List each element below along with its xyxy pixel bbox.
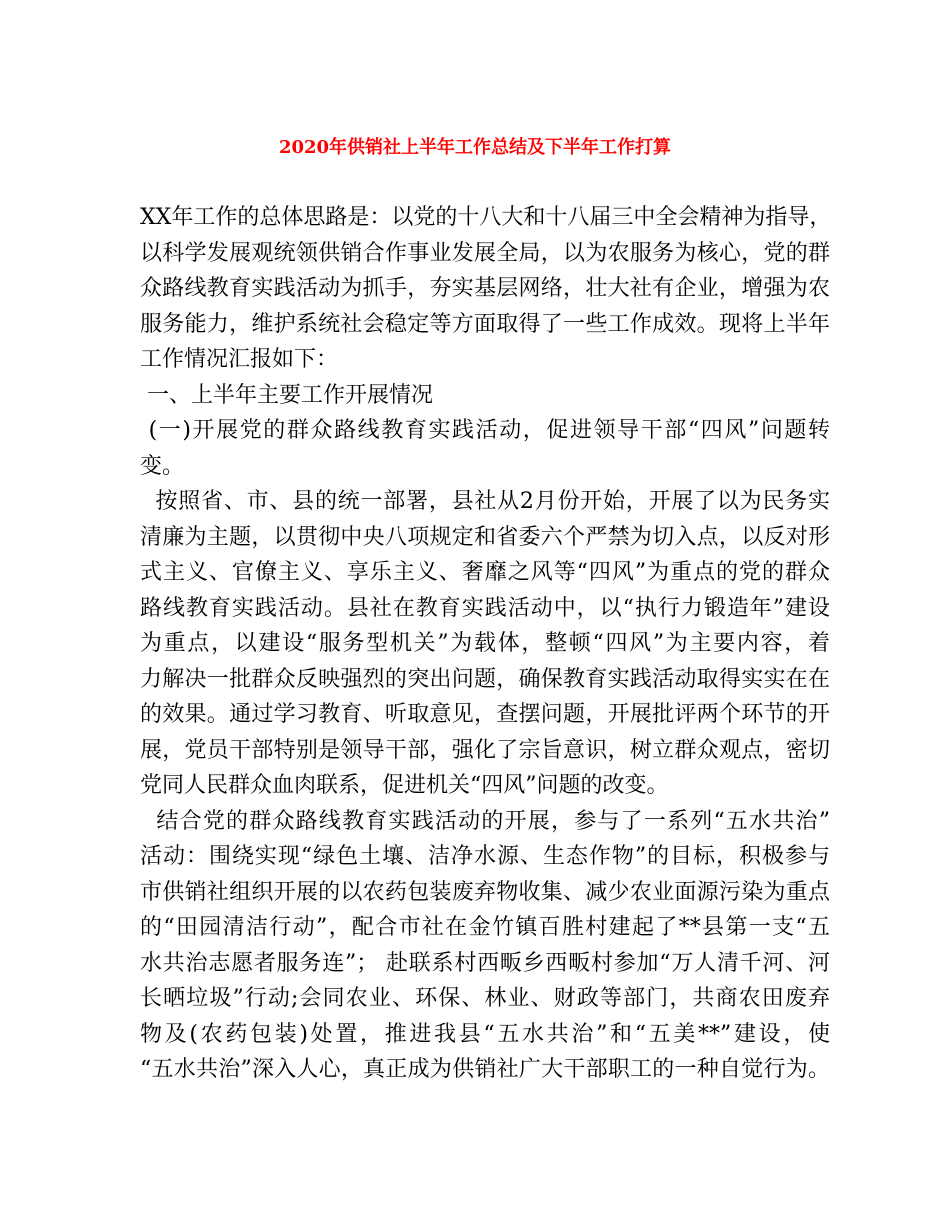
body-line: 长晒垃圾”行动;会同农业、环保、林业、财政等部门，共商农田废弃 (140, 986, 830, 1011)
body-line: 力解决一批群众反映强烈的突出问题，确保教育实践活动取得实实在在 (140, 666, 830, 692)
body-line: 式主义、官僚主义、享乐主义、奢靡之风等“四风”为重点的党的群众 (140, 560, 830, 585)
body-line: 水共治志愿者服务连”； 赴联系村西畈乡西畈村参加“万人清千河、河 (140, 950, 830, 976)
body-line: 一、上半年主要工作开展情况 (140, 382, 433, 408)
body-line: 结合党的群众路线教育实践活动的开展，参与了一系列“五水共治” (140, 808, 830, 834)
document-body (140, 200, 830, 1088)
body-line: 路线教育实践活动。县社在教育实践活动中，以“执行力锻造年”建设 (140, 595, 830, 621)
body-line: 物及(农药包装)处置，推进我县“五水共治”和“五美**”建设，使 (140, 1021, 830, 1047)
body-line: 党同人民群众血肉联系，促进机关“四风”问题的改变。 (140, 773, 669, 798)
body-line: 变。 (140, 453, 185, 479)
document-title: 2020年供销社上半年工作总结及下半年工作打算 (278, 137, 672, 158)
body-line: 工作情况汇报如下： (140, 347, 339, 372)
body-line: 活动：围绕实现“绿色土壤、洁净水源、生态作物”的目标，积极参与 (140, 844, 830, 869)
body-line: (一)开展党的群众路线教育实践活动，促进领导干部“四风”问题转 (140, 418, 830, 443)
body-line: 展，党员干部特别是领导干部，强化了宗旨意识，树立群众观点，密切 (140, 737, 830, 763)
body-line: 的效果。通过学习教育、听取意见，查摆问题，开展批评两个环节的开 (140, 702, 830, 727)
body-line: “五水共治”深入人心，真正成为供销社广大干部职工的一种自觉行为。 (140, 1057, 830, 1082)
body-line: XX年工作的总体思路是：以党的十八大和十八届三中全会精神为指导， (140, 205, 832, 230)
body-line: 市供销社组织开展的以农药包装废弃物收集、减少农业面源污染为重点 (140, 879, 830, 905)
body-line: 按照省、市、县的统一部署，县社从2月份开始，开展了以为民务实 (140, 489, 830, 514)
body-line: 以科学发展观统领供销合作事业发展全局，以为农服务为核心，党的群 (140, 240, 830, 266)
body-line: 为重点，以建设“服务型机关”为载体，整顿“四风”为主要内容，着 (140, 631, 830, 656)
body-line: 的“田园清洁行动”，配合市社在金竹镇百胜村建起了**县第一支“五 (140, 915, 830, 940)
body-line: 清廉为主题，以贯彻中央八项规定和省委六个严禁为切入点，以反对形 (140, 524, 830, 550)
body-line: 服务能力，维护系统社会稳定等方面取得了一些工作成效。现将上半年 (140, 311, 830, 337)
body-line: 众路线教育实践活动为抓手，夯实基层网络，壮大社有企业，增强为农 (140, 276, 830, 301)
